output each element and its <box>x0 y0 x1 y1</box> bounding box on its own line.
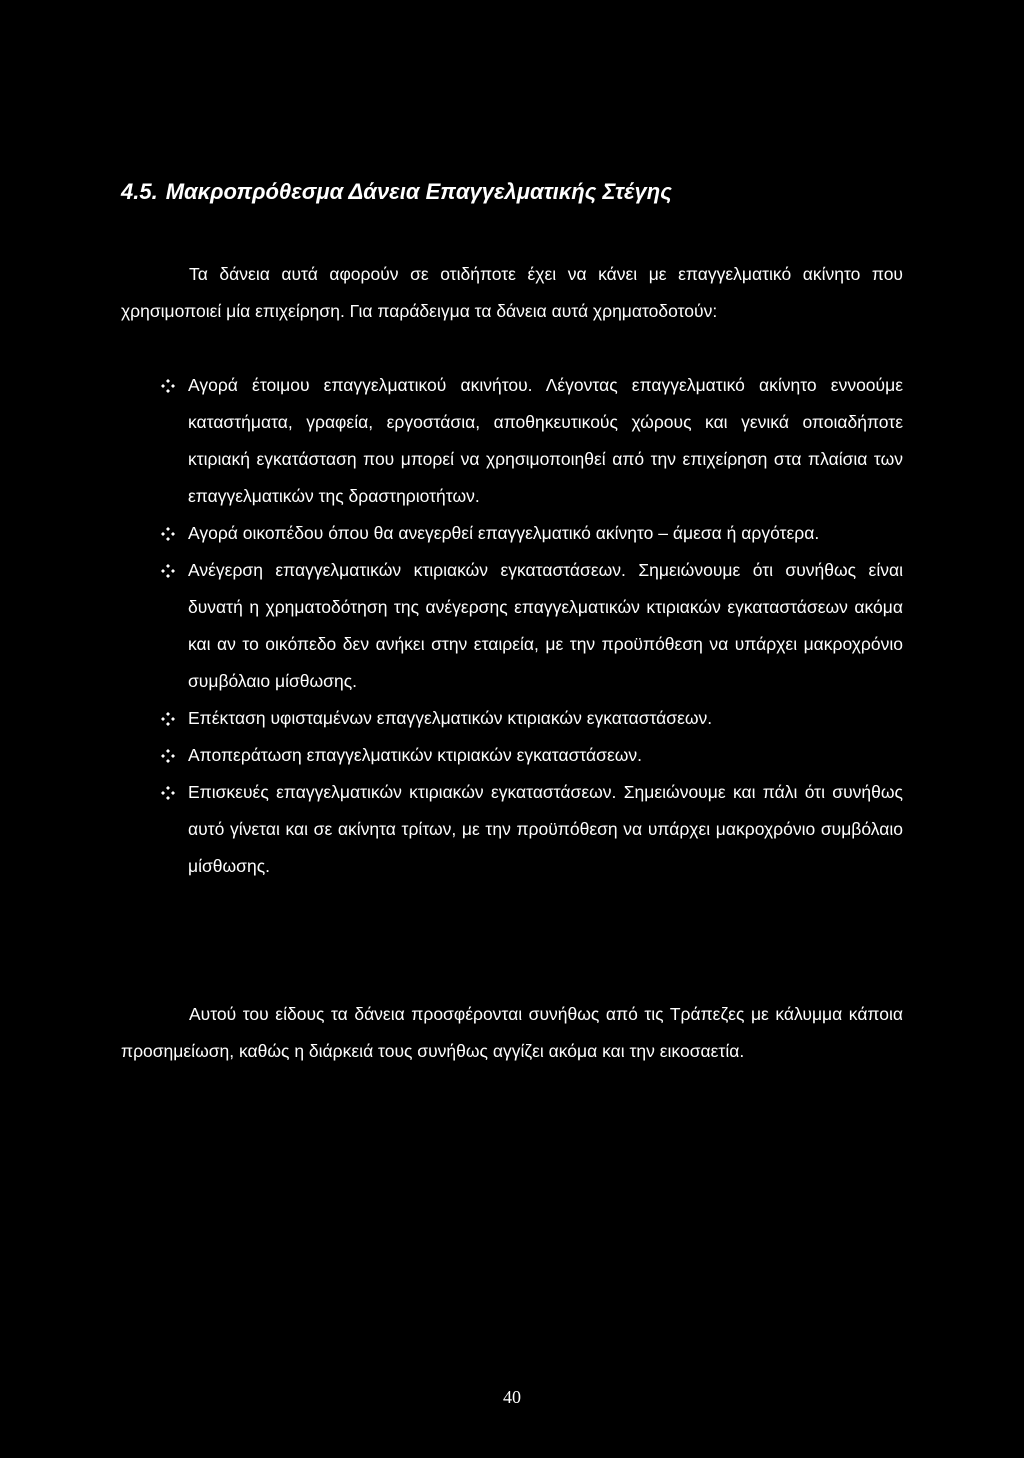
page-number: 40 <box>503 1387 521 1407</box>
bullet-text: Ανέγερση επαγγελματικών κτιριακών εγκαταστάσεων. Σημειώνουμε ότι συνήθως είναι δυνατή η χρηματοδότηση της ανέγερσης επαγγελματικών κτιριακών εγκαταστάσεων ακόμα και αν το οικόπεδο δεν ανήκει στην εταιρεία, με την προϋπόθεση να υπάρχει μακροχρόνιο συμβόλαιο μίσθωσης. <box>188 560 903 691</box>
bullet-text: Αγορά οικοπέδου όπου θα ανεγερθεί επαγγελματικό ακίνητο – άμεσα ή αργότερα. <box>188 523 820 543</box>
bullet-text: Επέκταση υφισταμένων επαγγελματικών κτιριακών εγκαταστάσεων. <box>188 708 713 728</box>
diamond-bullet-icon <box>161 515 177 552</box>
bullet-item <box>121 367 903 515</box>
diamond-bullet-icon <box>161 737 177 774</box>
section-number: 4.5. <box>121 179 158 204</box>
bullet-item <box>121 515 903 552</box>
section-title: Μακροπρόθεσμα Δάνεια Επαγγελματικής Στέγης <box>165 179 672 204</box>
bullet-item <box>121 700 903 737</box>
diamond-bullet-icon <box>161 367 177 404</box>
bullet-item <box>121 552 903 700</box>
bullet-text: Επισκευές επαγγελματικών κτιριακών εγκαταστάσεων. Σημειώνουμε και πάλι ότι συνήθως αυτό γίνεται και σε ακίνητα τρίτων, με την προϋπόθεση να υπάρχει μακροχρόνιο συμβόλαιο μίσθωσης. <box>188 782 903 876</box>
bullet-text: Αγορά έτοιμου επαγγελματικού ακινήτου. Λέγοντας επαγγελματικό ακίνητο εννοούμε καταστήματα, γραφεία, εργοστάσια, αποθηκευτικούς χώρους και γενικά οποιαδήποτε κτιριακή εγκατάσταση που μπορεί να χρησιμοποιηθεί από την επιχείρηση στα πλαίσια των επαγγελματικών της δραστηριοτήτων. <box>188 375 903 506</box>
closing-paragraph-block <box>121 996 903 1070</box>
closing-paragraph: Αυτού του είδους τα δάνεια προσφέρονται συνήθως από τις Τράπεζες με κάλυμμα κάποια προσημείωση, καθώς η διάρκειά τους συνήθως αγγίζει ακόμα και την εικοσαετία. <box>121 1004 903 1061</box>
bullet-item <box>121 774 903 885</box>
section-heading <box>121 178 672 206</box>
intro-paragraph: Τα δάνεια αυτά αφορούν σε οτιδήποτε έχει να κάνει με επαγγελματικό ακίνητο που χρησιμοποιεί μία επιχείρηση. Για παράδειγμα τα δάνεια αυτά χρηματοδοτούν: <box>121 264 903 321</box>
diamond-bullet-icon <box>161 774 177 811</box>
bullet-text: Αποπεράτωση επαγγελματικών κτιριακών εγκαταστάσεων. <box>188 745 643 765</box>
bullet-list <box>121 367 903 885</box>
intro-paragraph-block <box>121 256 903 330</box>
diamond-bullet-icon <box>161 552 177 589</box>
bullet-item <box>121 737 903 774</box>
diamond-bullet-icon <box>161 700 177 737</box>
